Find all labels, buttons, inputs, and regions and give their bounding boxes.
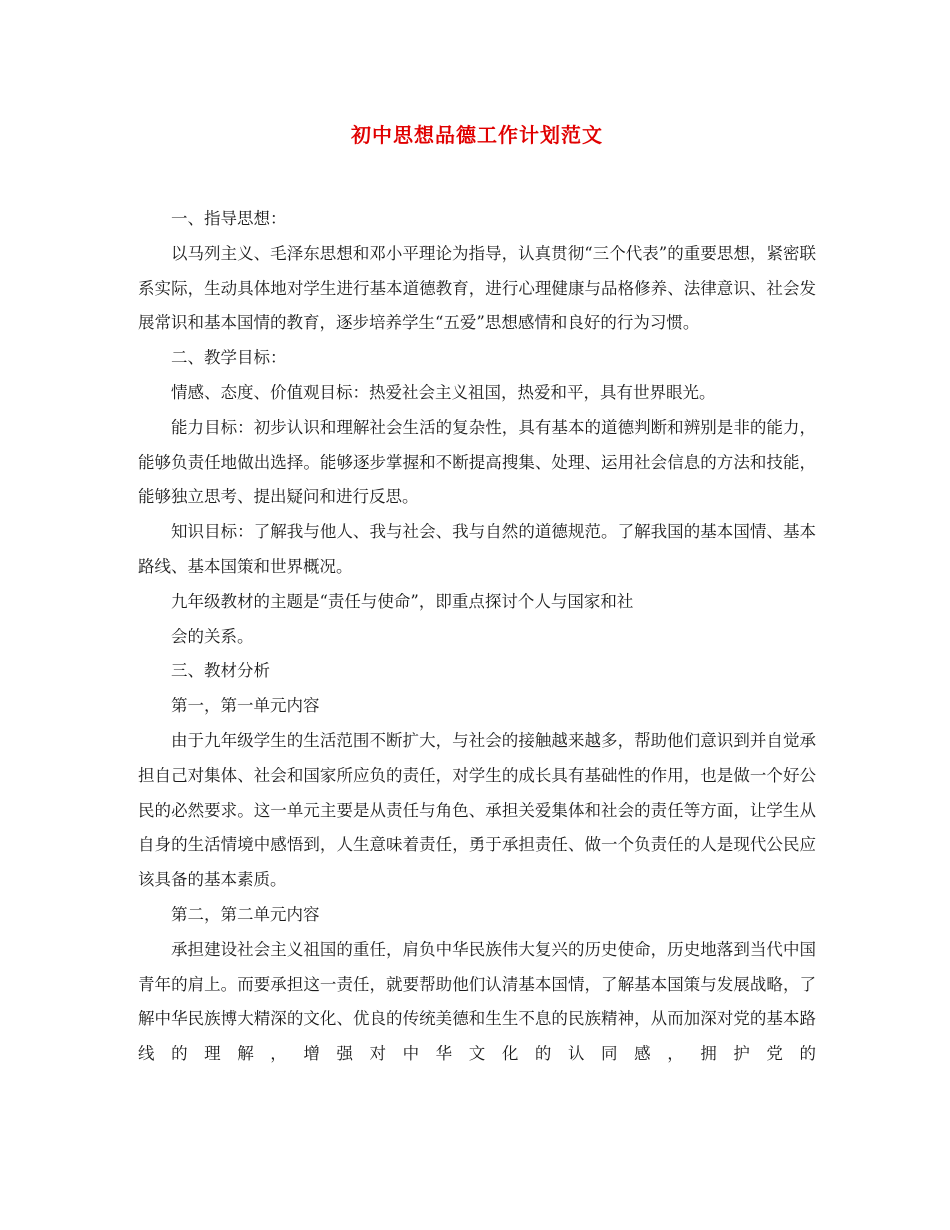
heading-unit-two: 第二，第二单元内容	[171, 904, 320, 924]
heading-guiding-ideology: 一、指导思想：	[171, 209, 287, 228]
heading-teaching-goals: 二、教学目标：	[171, 348, 287, 368]
heading-textbook-analysis: 三、教材分析	[171, 661, 270, 681]
paragraph-emotion-goal: 情感、态度、价值观目标：热爱社会主义祖国，热爱和平，具有世界眼光。	[171, 382, 716, 402]
paragraph-theme-line-1: 九年级教材的主题是“责任与使命”，即重点探讨个人与国家和社	[171, 591, 634, 611]
heading-unit-one: 第一，第一单元内容	[171, 696, 320, 716]
paragraph-knowledge-goal: 知识目标：了解我与他人、我与社会、我与自然的道德规范。了解我国的基本国情、基本路线、基本国策和世界概况。	[138, 522, 816, 576]
paragraph-unit-two: 承担建设社会主义祖国的重任，肩负中华民族伟大复兴的历史使命，历史地落到当代中国青年的肩上。而要承担这一责任，就要帮助他们认清基本国情，了解基本国策与发展战略，了解中华民族博大精深的文化、优良的传统美德和生生不息的民族精神，从而加深对党的基本路线的理解，增强对中华文化的认同感，拥护党的	[138, 939, 816, 1064]
document-title: 初中思想品德工作计划范文	[351, 123, 603, 147]
paragraph-theme-line-2: 会的关系。	[171, 626, 254, 646]
paragraph-ability-goal: 能力目标：初步认识和理解社会生活的复杂性，具有基本的道德判断和辨别是非的能力，能够负责任地做出选择。能够逐步掌握和不断提高搜集、处理、运用社会信息的方法和技能，能够独立思考、提出疑问和进行反思。	[138, 417, 816, 507]
paragraph-guiding-ideology: 以马列主义、毛泽东思想和邓小平理论为指导，认真贯彻“三个代表”的重要思想，紧密联系实际，生动具体地对学生进行基本道德教育，进行心理健康与品格修养、法律意识、社会发展常识和基本国情的教育，逐步培养学生“五爱”思想感情和良好的行为习惯。	[138, 243, 816, 333]
document-body	[138, 202, 816, 1072]
paragraph-unit-one: 由于九年级学生的生活范围不断扩大，与社会的接触越来越多，帮助他们意识到并自觉承担自己对集体、社会和国家所应负的责任，对学生的成长具有基础性的作用，也是做一个好公民的必然要求。这一单元主要是从责任与角色、承担关爱集体和社会的责任等方面，让学生从自身的生活情境中感悟到，人生意味着责任，勇于承担责任、做一个负责任的人是现代公民应该具备的基本素质。	[138, 730, 816, 890]
